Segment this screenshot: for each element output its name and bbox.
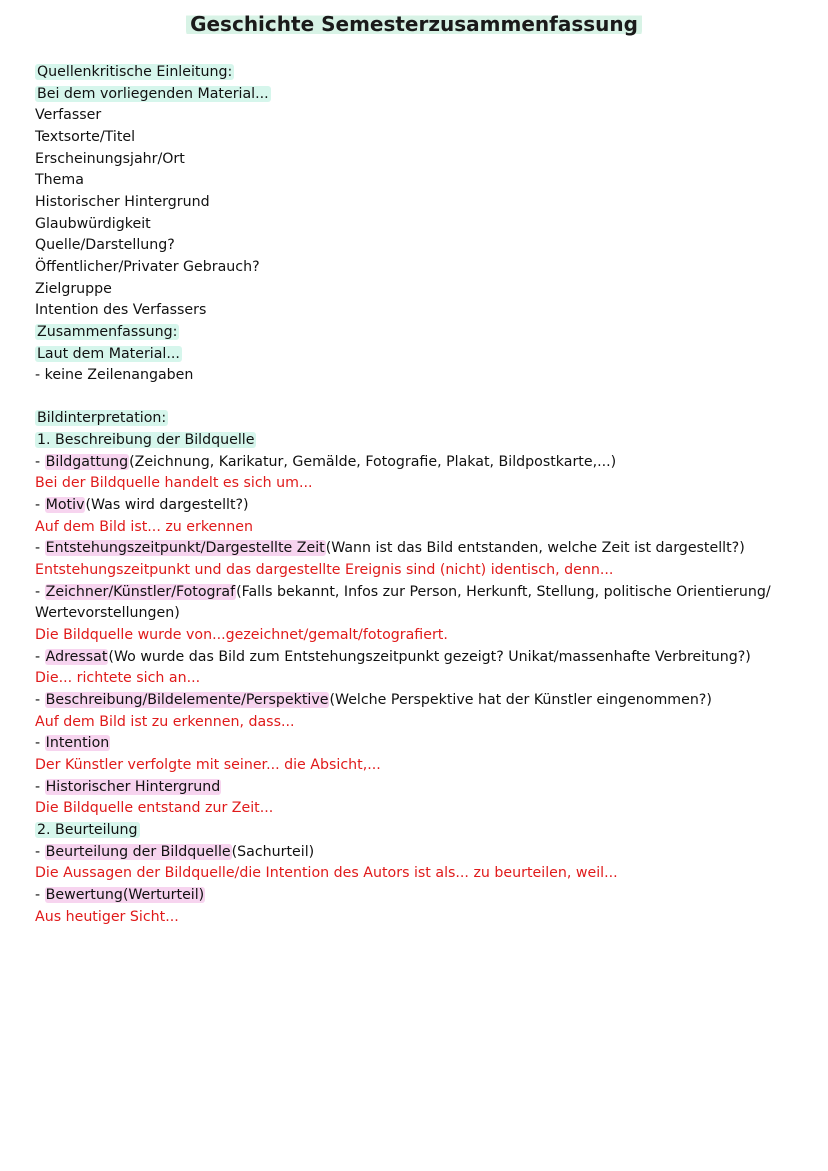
term-entstehungszeitpunkt: Entstehungszeitpunkt/Dargestellte Zeit (45, 540, 325, 557)
desc-motiv: (Was wird dargestellt?) (85, 497, 249, 514)
term-bewertung: Bewertung(Werturteil) (45, 886, 205, 903)
page-title: Geschichte Semesterzusammenfassung (186, 11, 642, 37)
term-motiv: Motiv (45, 497, 85, 514)
desc-entstehungszeitpunkt: (Wann ist das Bild entstanden, welche Zeit ist dargestellt?) (325, 540, 745, 557)
desc-bildgattung: (Zeichnung, Karikatur, Gemälde, Fotografie, Plakat, Bildpostkarte,...) (129, 453, 617, 470)
phrase-motiv: Auf dem Bild ist... zu erkennen (35, 518, 253, 535)
quellen-item: Quelle/Darstellung? (35, 237, 175, 254)
desc-beschreibung: (Welche Perspektive hat der Künstler eingenommen?) (329, 692, 712, 709)
phrase-hintergrund: Die Bildquelle entstand zur Zeit... (35, 800, 274, 817)
quellen-intro: Bei dem vorliegenden Material... (37, 85, 269, 102)
document-body (35, 62, 805, 928)
bild-item-intention: - Intention (35, 735, 110, 752)
quellen-item: Verfasser (35, 107, 102, 124)
summary-intro: Laut dem Material... (37, 345, 180, 362)
bild-item-beschreibung: - Beschreibung/Bildelemente/Perspektive(Welche Perspektive hat der Künstler eingenommen?) (35, 692, 712, 709)
quellen-item: Glaubwürdigkeit (35, 215, 151, 232)
term-hintergrund: Historischer Hintergrund (45, 778, 221, 795)
quellen-item: Öffentlicher/Privater Gebrauch? (35, 258, 260, 275)
summary-note: - keine Zeilenangaben (35, 367, 194, 384)
phrase-beschreibung: Auf dem Bild ist zu erkennen, dass... (35, 713, 295, 730)
desc-beurteilung: (Sachurteil) (231, 843, 315, 860)
section-2-heading: 2. Beurteilung (37, 821, 138, 838)
quellen-item: Historischer Hintergrund (35, 193, 210, 210)
desc-zeichner: (Falls bekannt, Infos zur Person, Herkunft, Stellung, politische Orientierung/ (236, 583, 771, 600)
quellen-item: Zielgruppe (35, 280, 112, 297)
phrase-intention: Der Künstler verfolgte mit seiner... die Absicht,... (35, 756, 381, 773)
quellen-item: Erscheinungsjahr/Ort (35, 150, 185, 167)
bild-item-entstehungszeitpunkt: - Entstehungszeitpunkt/Dargestellte Zeit(Wann ist das Bild entstanden, welche Zeit ist dargestellt?) (35, 540, 745, 557)
bild-item-beurteilung: - Beurteilung der Bildquelle(Sachurteil) (35, 843, 315, 860)
phrase-adressat: Die... richtete sich an... (35, 670, 201, 687)
phrase-beurteilung: Die Aussagen der Bildquelle/die Intention des Autors ist als... zu beurteilen, weil... (35, 865, 618, 882)
quellen-heading: Quellenkritische Einleitung: (37, 64, 233, 80)
term-bildgattung: Bildgattung (45, 453, 129, 470)
term-beurteilung: Beurteilung der Bildquelle (45, 843, 231, 860)
bild-item-hintergrund: - Historischer Hintergrund (35, 778, 221, 795)
desc-zeichner-continued: Wertevorstellungen) (35, 605, 180, 622)
phrase-bewertung: Aus heutiger Sicht... (35, 908, 179, 925)
quellen-item: Intention des Verfassers (35, 302, 207, 319)
title-container (0, 12, 828, 36)
bild-item-zeichner: - Zeichner/Künstler/Fotograf(Falls bekannt, Infos zur Person, Herkunft, Stellung, politische Orientierung/ (35, 583, 771, 600)
section-1-heading: 1. Beschreibung der Bildquelle (37, 432, 255, 449)
spacer (35, 387, 805, 409)
term-adressat: Adressat (45, 648, 108, 665)
bild-item-adressat: - Adressat(Wo wurde das Bild zum Entstehungszeitpunkt gezeigt? Unikat/massenhafte Verbreitung?) (35, 648, 751, 665)
term-beschreibung: Beschreibung/Bildelemente/Perspektive (45, 692, 329, 709)
summary-heading: Zusammenfassung: (37, 323, 178, 340)
bild-item-bewertung: - Bewertung(Werturteil) (35, 886, 205, 903)
term-zeichner: Zeichner/Künstler/Fotograf (45, 583, 236, 600)
quellen-item: Thema (35, 172, 84, 189)
bild-heading: Bildinterpretation: (37, 410, 167, 427)
quellen-item: Textsorte/Titel (35, 128, 136, 145)
phrase-entstehungszeitpunkt: Entstehungszeitpunkt und das dargestellte Ereignis sind (nicht) identisch, denn... (35, 562, 614, 579)
term-intention: Intention (45, 735, 110, 752)
phrase-bildgattung: Bei der Bildquelle handelt es sich um... (35, 475, 313, 492)
bild-item-motiv: - Motiv(Was wird dargestellt?) (35, 497, 249, 514)
bild-item-bildgattung: - Bildgattung(Zeichnung, Karikatur, Gemälde, Fotografie, Plakat, Bildpostkarte,...) (35, 453, 617, 470)
phrase-zeichner: Die Bildquelle wurde von...gezeichnet/gemalt/fotografiert. (35, 627, 448, 644)
desc-adressat: (Wo wurde das Bild zum Entstehungszeitpunkt gezeigt? Unikat/massenhafte Verbreitung?) (108, 648, 751, 665)
